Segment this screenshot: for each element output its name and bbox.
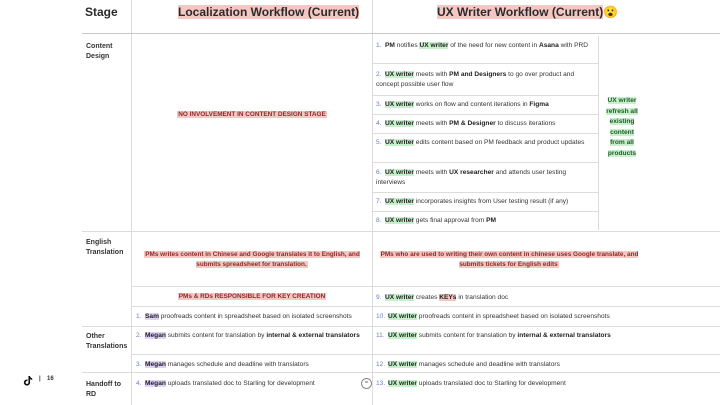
loc-english-translation-note: PMs writes content in Chinese and Google translates it to English, and submits spreadsheet for translation. <box>145 251 360 268</box>
ux-writer-workflow-title <box>437 5 618 19</box>
page-number: 16 <box>47 376 54 382</box>
list-item: 2. UX writer meets with PM and Designers to go over product and concept possible user flow <box>376 71 575 88</box>
stage-header: Stage <box>85 5 118 19</box>
ux-english-translation-note: PMs who are used to writing their own content in chinese uses Google translate, and submits tickets for English edits <box>380 251 639 268</box>
list-item: 1. Sam proofreads content in spreadsheet based on isolated screenshots <box>136 313 352 320</box>
list-item: 3. Megan manages schedule and deadline with translators <box>136 361 309 368</box>
list-item: 2. Megan submits content for translation by internal & external translators <box>136 332 360 339</box>
footer-separator: | <box>39 376 41 382</box>
list-item: 6. UX writer meets with UX researcher and attends user testing interviews <box>376 169 567 186</box>
stage-english-translation: English Translation <box>86 239 124 256</box>
list-item: 9. UX writer creates KEYs in translation doc <box>376 294 509 301</box>
no-involvement-text: NO INVOLVEMENT IN CONTENT DESIGN STAGE <box>178 111 326 118</box>
stage-handoff: Handoff to RD <box>86 381 121 398</box>
list-item: 5. UX writer edits content based on PM feedback and product updates <box>376 139 585 146</box>
list-item: 3. UX writer works on flow and content iterations in Figma <box>376 101 549 108</box>
localization-title-text: Localization Workflow (Current) <box>178 5 360 19</box>
key-creation-note: PMs & RDs RESPONSIBLE FOR KEY CREATION <box>178 293 326 300</box>
refresh-content-note <box>603 96 641 159</box>
list-item: 13. UX writer uploads translated doc to Starling for development <box>376 380 566 387</box>
list-item: 7. UX writer incorporates insights from User testing result (if any) <box>376 198 569 205</box>
no-involvement-note <box>134 110 370 120</box>
ux-title-text: UX Writer Workflow (Current) <box>437 5 604 19</box>
tiktok-logo-icon <box>22 374 34 386</box>
refresh-content-text: UX writer refresh all existing content from all products <box>606 97 638 157</box>
list-item: 4. Megan uploads translated doc to Starling for development <box>136 380 315 387</box>
list-item: 8. UX writer gets final approval from PM <box>376 217 497 224</box>
stage-other-translations: Other Translations <box>86 333 128 350</box>
list-item: 11. UX writer submits content for translation by internal & external translators <box>376 332 611 339</box>
stage-content-design: Content Design <box>86 43 113 60</box>
list-item: 12. UX writer manages schedule and deadline with translators <box>376 361 560 368</box>
localization-workflow-title <box>178 5 359 19</box>
list-item: 4. UX writer meets with PM & Designer to discuss iterations <box>376 120 556 127</box>
surprised-emoji-icon: 😮 <box>603 5 619 19</box>
list-item: 10. UX writer proofreads content in spreadsheet based on isolated screenshots <box>376 313 610 320</box>
comment-icon[interactable]: = <box>361 378 372 389</box>
list-item: 1. PM notifies UX writer of the need for new content in Asana with PRD <box>376 42 589 49</box>
